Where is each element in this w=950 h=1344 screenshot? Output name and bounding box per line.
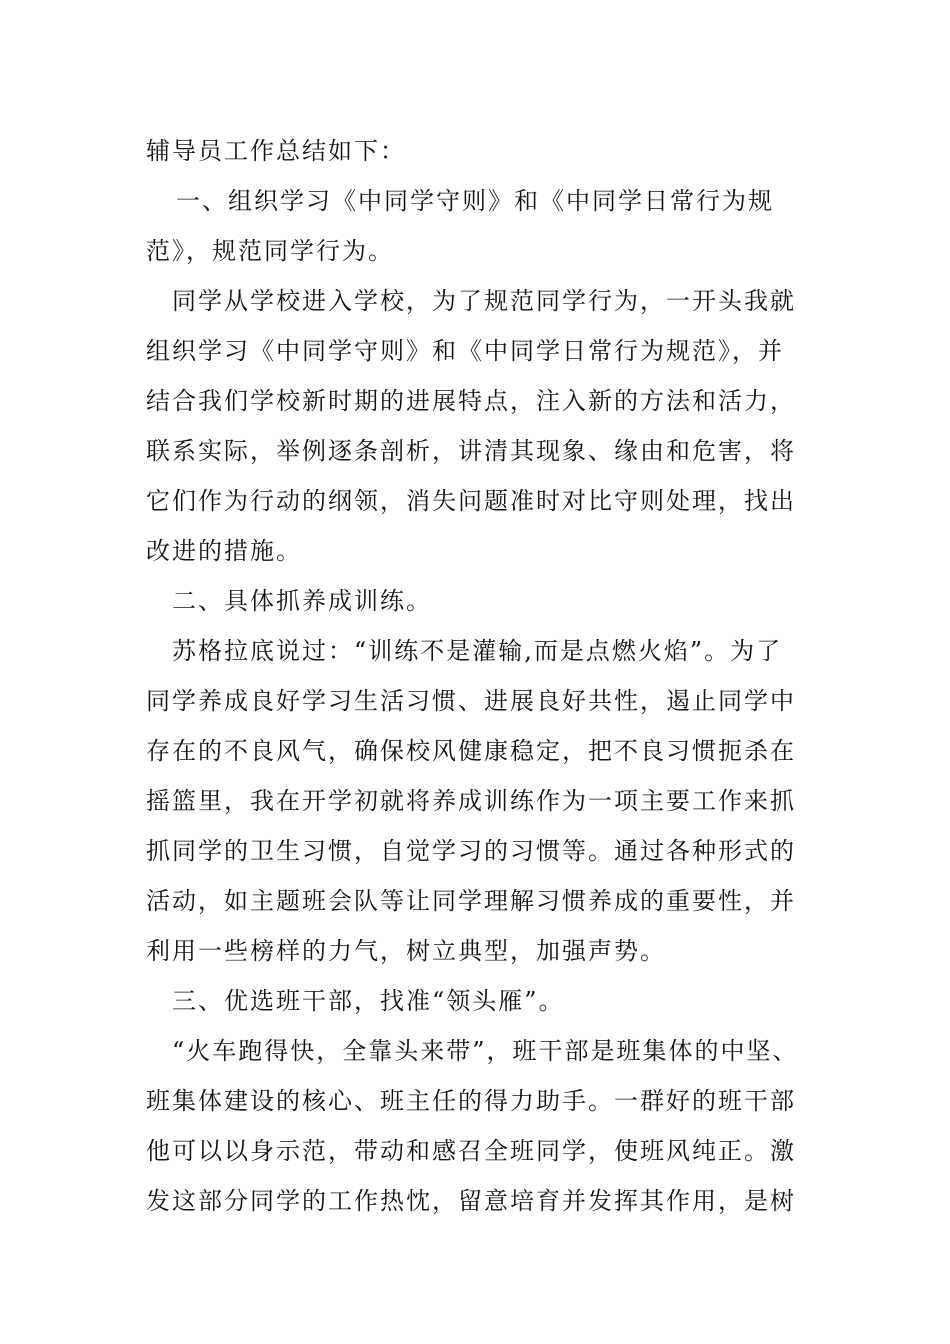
document-page <box>146 126 836 1226</box>
text-line: 结合我们学校新时期的进展特点，注入新的方法和活力， <box>146 387 796 415</box>
text-line: 它们作为行动的纲领，消失问题准时对比守则处理，找出 <box>146 487 796 515</box>
text-line: 同学养成良好学习生活习惯、进展良好共性，遏止同学中 <box>146 687 796 715</box>
text-line: 改进的措施。 <box>146 537 302 565</box>
text-line: 班集体建设的核心、班主任的得力助手。一群好的班干部 <box>146 1087 796 1115</box>
text-line: 摇篮里，我在开学初就将养成训练作为一项主要工作来抓 <box>146 787 796 815</box>
section-heading: 三、优选班干部，找准“领头雁”。 <box>172 987 565 1015</box>
text-line: 组织学习《中同学守则》和《中同学日常行为规范》，并 <box>146 337 784 365</box>
text-line: 利用一些榜样的力气，树立典型，加强声势。 <box>146 937 666 965</box>
text-line: 他可以以身示范，带动和感召全班同学，使班风纯正。激 <box>146 1137 796 1165</box>
paragraph-start: 同学从学校进入学校，为了规范同学行为，一开头我就 <box>172 287 796 315</box>
text-line: 抓同学的卫生习惯，自觉学习的习惯等。通过各种形式的 <box>146 837 796 865</box>
section-heading: 二、具体抓养成训练。 <box>172 587 432 615</box>
text-line: 发这部分同学的工作热忱，留意培育并发挥其作用，是树 <box>146 1187 796 1215</box>
text-line: 存在的不良风气，确保校风健康稳定，把不良习惯扼杀在 <box>146 737 796 765</box>
section-heading: 一、组织学习《中同学守则》和《中同学日常行为规 <box>176 187 774 215</box>
text-line: 辅导员工作总结如下： <box>146 137 406 165</box>
text-line: 联系实际，举例逐条剖析，讲清其现象、缘由和危害，将 <box>146 437 796 465</box>
text-line: 活动，如主题班会队等让同学理解习惯养成的重要性，并 <box>146 887 796 915</box>
paragraph-start: “火车跑得快，全靠头来带”，班干部是班集体的中坚、 <box>172 1037 799 1065</box>
text-line: 范》，规范同学行为。 <box>146 237 394 265</box>
paragraph-start: 苏格拉底说过：“训练不是灌输,而是点燃火焰”。为了 <box>172 637 783 665</box>
